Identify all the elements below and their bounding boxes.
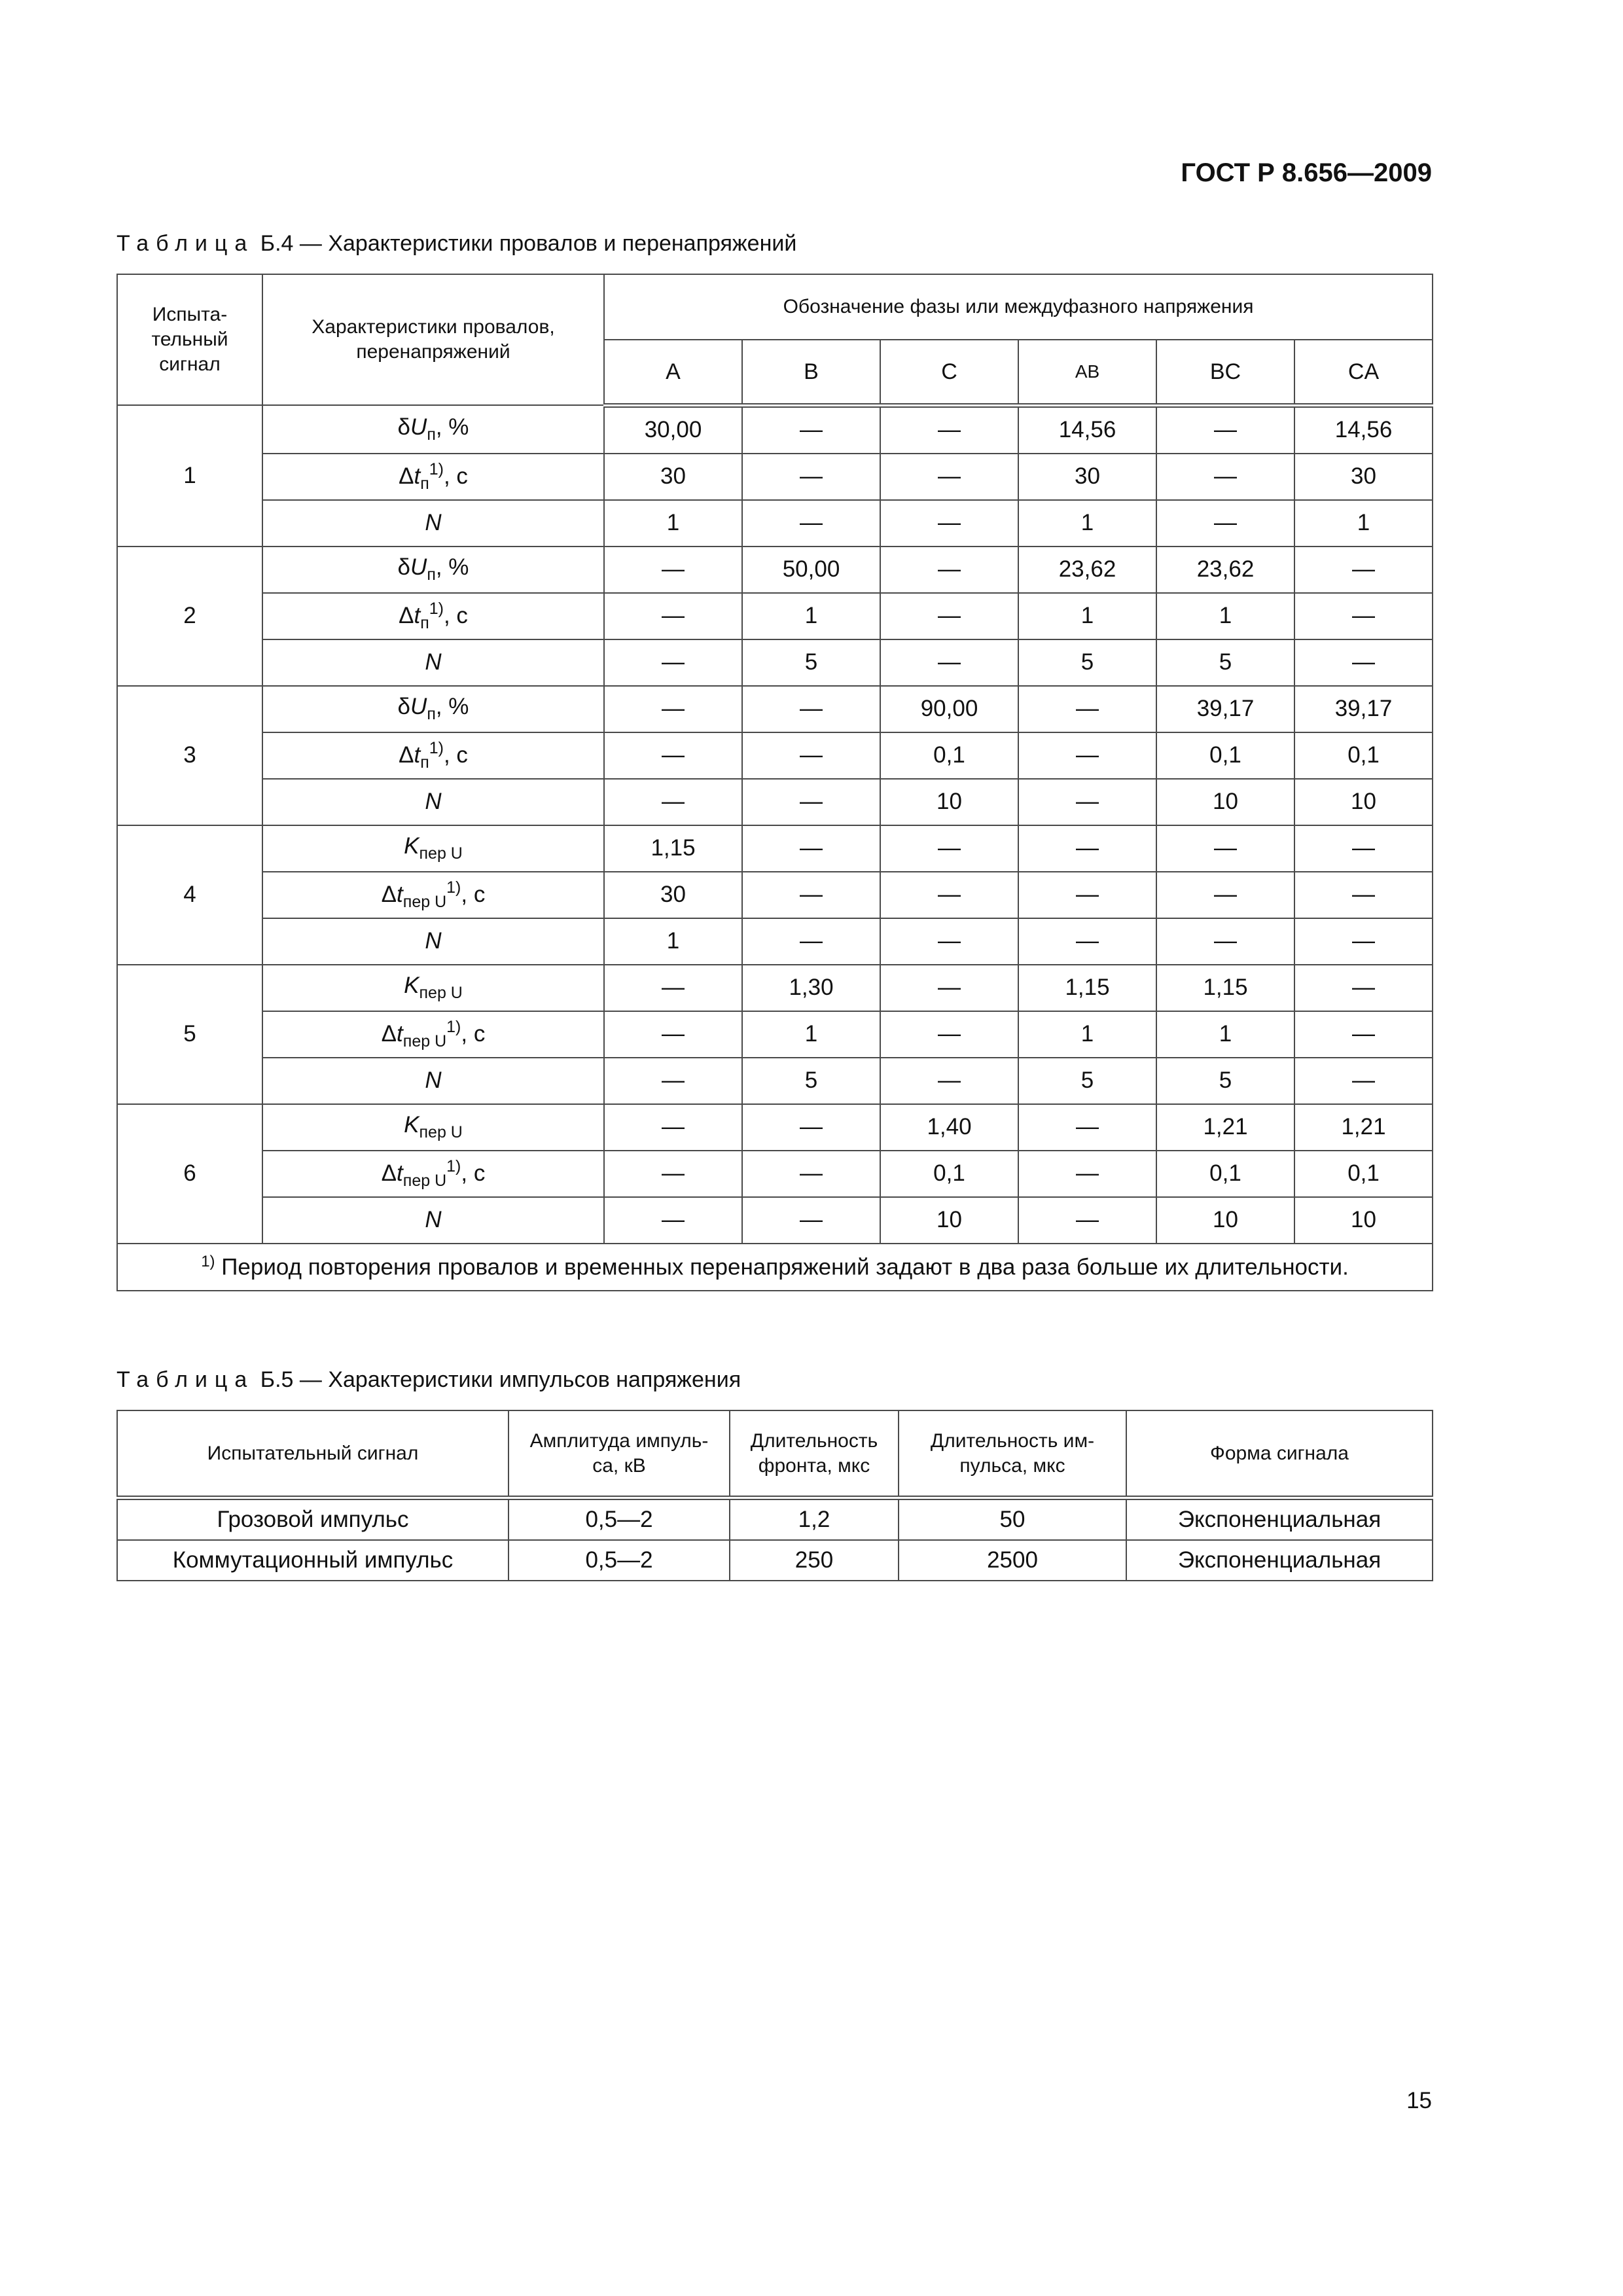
value-cell: 1 <box>1018 593 1156 639</box>
table4-body <box>117 405 1433 1291</box>
label-tail: , % <box>435 694 469 719</box>
value-cell: 30,00 <box>604 405 742 454</box>
value-cell: — <box>604 547 742 593</box>
value-cell: — <box>1294 918 1433 965</box>
label-symbol: δ <box>397 694 411 719</box>
value-cell: 0,5—2 <box>508 1498 730 1541</box>
value-cell: — <box>604 779 742 825</box>
document-code: ГОСТ Р 8.656—2009 <box>1181 158 1432 187</box>
label-symbol: Δ <box>381 1020 397 1047</box>
label-var: K <box>404 1112 419 1138</box>
value-cell: 0,1 <box>1156 732 1294 779</box>
table4-phase-header: A <box>604 340 742 405</box>
value-cell: 14,56 <box>1294 405 1433 454</box>
label-var: U <box>410 554 427 580</box>
value-cell: — <box>604 1058 742 1104</box>
table-row <box>117 965 1433 1011</box>
label-var: t <box>414 463 421 489</box>
value-cell: 1 <box>1294 500 1433 547</box>
characteristic-label <box>262 779 604 825</box>
value-cell: 14,56 <box>1018 405 1156 454</box>
value-cell: 10 <box>1156 1197 1294 1244</box>
value-cell: 5 <box>742 1058 880 1104</box>
value-cell: — <box>604 965 742 1011</box>
characteristic-label <box>262 918 604 965</box>
value-cell: 10 <box>880 779 1018 825</box>
value-cell: — <box>1018 732 1156 779</box>
value-cell: — <box>1156 454 1294 500</box>
value-cell: — <box>604 1151 742 1197</box>
value-cell: — <box>1156 918 1294 965</box>
label-sub: п <box>427 705 436 723</box>
characteristic-label <box>262 1011 604 1058</box>
value-cell: — <box>1294 639 1433 686</box>
value-cell: — <box>1018 1151 1156 1197</box>
value-cell: 10 <box>1294 1197 1433 1244</box>
label-symbol: Δ <box>399 463 414 489</box>
value-cell: 1 <box>1156 1011 1294 1058</box>
value-cell: — <box>742 1104 880 1151</box>
value-cell: 10 <box>1156 779 1294 825</box>
value-cell: 23,62 <box>1156 547 1294 593</box>
value-cell: — <box>1018 686 1156 732</box>
table-b4 <box>116 274 1433 1291</box>
value-cell: — <box>742 872 880 918</box>
value-cell: 1,30 <box>742 965 880 1011</box>
label-sub: пер U <box>419 1123 463 1141</box>
label-sup: 1) <box>429 459 444 478</box>
value-cell: 5 <box>742 639 880 686</box>
label-var: N <box>425 1067 442 1093</box>
value-cell: — <box>1018 779 1156 825</box>
value-cell: — <box>880 872 1018 918</box>
label-symbol: Δ <box>399 602 414 628</box>
table4-phase-header: C <box>880 340 1018 405</box>
table4-phase-header: BC <box>1156 340 1294 405</box>
characteristic-label <box>262 965 604 1011</box>
characteristic-label <box>262 500 604 547</box>
label-var: U <box>410 414 427 440</box>
value-cell: — <box>1294 825 1433 872</box>
value-cell: 30 <box>1294 454 1433 500</box>
table-row <box>117 918 1433 965</box>
label-var: K <box>404 833 419 859</box>
value-cell: 50 <box>899 1498 1126 1541</box>
value-cell: 39,17 <box>1294 686 1433 732</box>
label-tail: , % <box>435 414 469 440</box>
value-cell: 5 <box>1018 1058 1156 1104</box>
value-cell: 1,15 <box>1156 965 1294 1011</box>
value-cell: 0,1 <box>880 732 1018 779</box>
value-cell: 1 <box>604 918 742 965</box>
label-sub: пер U <box>419 984 463 1002</box>
value-cell: — <box>1294 593 1433 639</box>
table-row <box>117 1011 1433 1058</box>
value-cell: 1 <box>1018 500 1156 547</box>
table-row <box>117 593 1433 639</box>
value-cell: 5 <box>1156 639 1294 686</box>
table5-header: Форма сигнала <box>1126 1410 1433 1498</box>
value-cell: 5 <box>1018 639 1156 686</box>
value-cell: — <box>1294 965 1433 1011</box>
table-row <box>117 454 1433 500</box>
table-row <box>117 1197 1433 1244</box>
value-cell: — <box>604 686 742 732</box>
signal-number: 3 <box>117 686 262 825</box>
characteristic-label <box>262 593 604 639</box>
value-cell: — <box>604 732 742 779</box>
value-cell: 30 <box>604 872 742 918</box>
value-cell: 0,1 <box>1294 732 1433 779</box>
table4-head-signal-text: Испыта- тельный сигнал <box>151 304 228 375</box>
table5-caption-label: Таблица <box>116 1367 255 1392</box>
label-tail: , с <box>461 881 486 907</box>
value-cell: — <box>742 500 880 547</box>
footnote-text: Период повторения провалов и временных перенапряжений задают в два раза больше их длительности. <box>215 1254 1349 1280</box>
label-sub: пер U <box>402 892 447 911</box>
table4-head-characteristic-text: Характеристики провалов, перенапряжений <box>312 316 555 363</box>
characteristic-label <box>262 825 604 872</box>
label-sup: 1) <box>429 738 444 757</box>
label-tail: , с <box>443 742 468 768</box>
label-sub: п <box>420 474 429 493</box>
value-cell: 39,17 <box>1156 686 1294 732</box>
table4-caption-title: Б.4 — Характеристики провалов и перенапряжений <box>254 231 797 256</box>
value-cell: — <box>742 825 880 872</box>
table-row <box>117 1058 1433 1104</box>
table4-head-characteristic <box>262 274 604 405</box>
value-cell: — <box>742 405 880 454</box>
value-cell: 90,00 <box>880 686 1018 732</box>
value-cell: Экспоненциальная <box>1126 1498 1433 1541</box>
value-cell: 1 <box>604 500 742 547</box>
value-cell: 1 <box>1018 1011 1156 1058</box>
signal-number: 6 <box>117 1104 262 1244</box>
table5-header: Испытательный сигнал <box>117 1410 508 1498</box>
value-cell: — <box>880 593 1018 639</box>
value-cell: — <box>880 547 1018 593</box>
value-cell: — <box>1156 500 1294 547</box>
value-cell: — <box>1294 1011 1433 1058</box>
label-sub: п <box>427 565 436 584</box>
table-row <box>117 405 1433 454</box>
value-cell: — <box>880 454 1018 500</box>
label-symbol: δ <box>397 414 411 440</box>
value-cell: — <box>742 1151 880 1197</box>
value-cell: — <box>604 1197 742 1244</box>
label-tail: , с <box>443 602 468 628</box>
value-cell: 1 <box>742 1011 880 1058</box>
table4-head-phase: Обозначение фазы или междуфазного напряжения <box>604 274 1433 340</box>
table4-head <box>117 274 1433 405</box>
table-row <box>117 732 1433 779</box>
value-cell: Коммутационный импульс <box>117 1540 508 1581</box>
value-cell: Экспоненциальная <box>1126 1540 1433 1581</box>
characteristic-label <box>262 547 604 593</box>
characteristic-label <box>262 405 604 454</box>
value-cell: — <box>1294 547 1433 593</box>
label-var: t <box>414 602 421 628</box>
characteristic-label <box>262 732 604 779</box>
value-cell: 50,00 <box>742 547 880 593</box>
table-row <box>117 1104 1433 1151</box>
value-cell: — <box>604 639 742 686</box>
table5-header: Длительность фронта, мкс <box>730 1410 899 1498</box>
label-symbol: Δ <box>381 881 397 907</box>
characteristic-label <box>262 872 604 918</box>
footnote-mark: 1) <box>201 1253 215 1271</box>
label-sup: 1) <box>429 599 444 618</box>
value-cell: 1,40 <box>880 1104 1018 1151</box>
label-sup: 1) <box>446 1017 461 1036</box>
label-sub: пер U <box>419 844 463 863</box>
value-cell: — <box>742 732 880 779</box>
value-cell: — <box>1018 1104 1156 1151</box>
value-cell: — <box>604 1011 742 1058</box>
value-cell: — <box>880 965 1018 1011</box>
characteristic-label <box>262 454 604 500</box>
label-var: t <box>397 1160 403 1186</box>
label-var: K <box>404 973 419 998</box>
value-cell: — <box>1156 405 1294 454</box>
label-tail: , % <box>435 554 469 580</box>
value-cell: — <box>1018 1197 1156 1244</box>
characteristic-label <box>262 1058 604 1104</box>
table-row <box>117 779 1433 825</box>
value-cell: — <box>604 593 742 639</box>
value-cell: — <box>1156 872 1294 918</box>
signal-number: 1 <box>117 405 262 547</box>
value-cell: — <box>604 1104 742 1151</box>
value-cell: 2500 <box>899 1540 1126 1581</box>
value-cell: 0,1 <box>1156 1151 1294 1197</box>
table-row <box>117 1151 1433 1197</box>
table5-caption <box>116 1367 741 1393</box>
label-tail: , с <box>443 463 468 489</box>
table4-phase-header: AB <box>1018 340 1156 405</box>
value-cell: — <box>1018 918 1156 965</box>
value-cell: 1,21 <box>1156 1104 1294 1151</box>
label-var: N <box>425 649 442 675</box>
label-sub: п <box>427 425 436 444</box>
label-var: U <box>410 694 427 719</box>
signal-number: 4 <box>117 825 262 965</box>
label-sup: 1) <box>446 1157 461 1175</box>
characteristic-label <box>262 639 604 686</box>
label-var: t <box>414 742 421 768</box>
value-cell: — <box>1294 1058 1433 1104</box>
value-cell: — <box>880 825 1018 872</box>
characteristic-label <box>262 1197 604 1244</box>
table-row <box>117 872 1433 918</box>
characteristic-label <box>262 1104 604 1151</box>
table5-head-row <box>117 1410 1433 1498</box>
label-tail: , с <box>461 1160 486 1186</box>
value-cell: — <box>742 1197 880 1244</box>
label-sub: п <box>420 613 429 632</box>
label-var: t <box>397 881 403 907</box>
value-cell: 10 <box>1294 779 1433 825</box>
footnote <box>117 1244 1433 1291</box>
label-symbol: Δ <box>381 1160 397 1186</box>
table4-phase-header: B <box>742 340 880 405</box>
value-cell: — <box>880 1058 1018 1104</box>
value-cell: — <box>742 454 880 500</box>
label-tail: , с <box>461 1020 486 1047</box>
value-cell: — <box>1018 825 1156 872</box>
label-symbol: Δ <box>399 742 414 768</box>
table-row <box>117 686 1433 732</box>
value-cell: — <box>880 639 1018 686</box>
table-row <box>117 1540 1433 1581</box>
table4-phase-header: CA <box>1294 340 1433 405</box>
value-cell: — <box>742 686 880 732</box>
value-cell: 5 <box>1156 1058 1294 1104</box>
label-var: N <box>425 928 442 954</box>
table-b5 <box>116 1410 1433 1581</box>
value-cell: 1,21 <box>1294 1104 1433 1151</box>
table-row <box>117 547 1433 593</box>
value-cell: — <box>880 405 1018 454</box>
value-cell: 1 <box>742 593 880 639</box>
table4-caption-label: Таблица <box>116 231 255 256</box>
value-cell: — <box>880 1011 1018 1058</box>
signal-number: 2 <box>117 547 262 686</box>
value-cell: 1 <box>1156 593 1294 639</box>
table5-body <box>117 1498 1433 1581</box>
footnote-row <box>117 1244 1433 1291</box>
value-cell: 1,15 <box>1018 965 1156 1011</box>
characteristic-label <box>262 1151 604 1197</box>
label-sub: пер U <box>402 1031 447 1050</box>
value-cell: — <box>1018 872 1156 918</box>
value-cell: 0,5—2 <box>508 1540 730 1581</box>
value-cell: 10 <box>880 1197 1018 1244</box>
table4-caption <box>116 231 796 257</box>
table-row <box>117 825 1433 872</box>
characteristic-label <box>262 686 604 732</box>
value-cell: — <box>1156 825 1294 872</box>
page-number: 15 <box>1406 2088 1432 2113</box>
table-row <box>117 500 1433 547</box>
value-cell: — <box>1294 872 1433 918</box>
table-row <box>117 1498 1433 1541</box>
table5-header: Амплитуда импуль- са, кВ <box>508 1410 730 1498</box>
label-var: N <box>425 510 442 535</box>
value-cell: — <box>742 918 880 965</box>
value-cell: 23,62 <box>1018 547 1156 593</box>
label-sub: пер U <box>402 1171 447 1190</box>
table5-caption-title: Б.5 — Характеристики импульсов напряжения <box>254 1367 741 1392</box>
label-var: N <box>425 789 442 814</box>
value-cell: 0,1 <box>880 1151 1018 1197</box>
value-cell: 30 <box>1018 454 1156 500</box>
label-sup: 1) <box>446 878 461 897</box>
value-cell: 30 <box>604 454 742 500</box>
value-cell: 1,2 <box>730 1498 899 1541</box>
table5-header: Длительность им- пульса, мкс <box>899 1410 1126 1498</box>
value-cell: Грозовой импульс <box>117 1498 508 1541</box>
label-var: t <box>397 1020 403 1047</box>
value-cell: 250 <box>730 1540 899 1581</box>
signal-number: 5 <box>117 965 262 1104</box>
value-cell: — <box>742 779 880 825</box>
label-var: N <box>425 1207 442 1232</box>
label-symbol: δ <box>397 554 411 580</box>
value-cell: — <box>880 500 1018 547</box>
table-row <box>117 639 1433 686</box>
value-cell: — <box>880 918 1018 965</box>
value-cell: 0,1 <box>1294 1151 1433 1197</box>
value-cell: 1,15 <box>604 825 742 872</box>
table4-head-signal <box>117 274 262 405</box>
label-sub: п <box>420 753 429 772</box>
